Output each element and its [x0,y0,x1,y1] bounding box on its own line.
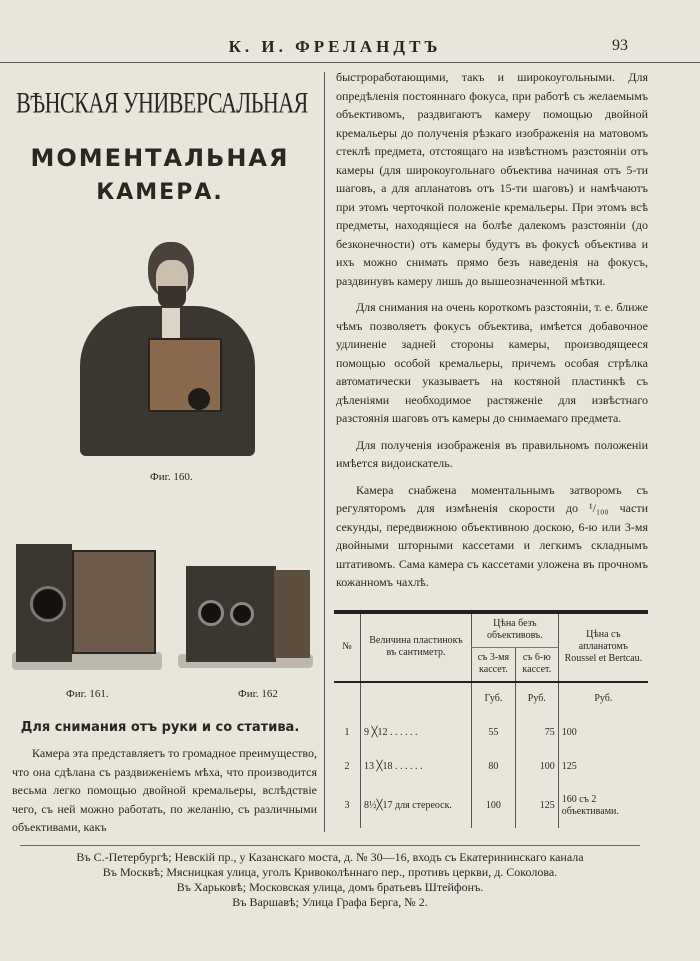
address-footer [20,845,640,910]
table-row [334,784,648,828]
address-line: Въ С.-Петербургѣ; Невскій пр., у Казанскаго моста, д. № 30—16, входъ съ Екатерининскаго канала [76,850,584,864]
header-title: К. И. ФРЕЛАНДТЪ [228,37,442,56]
cell: 100 [472,784,516,828]
paragraph: Для снимания на очень короткомъ разстояніи, т. е. ближе чѣмъ позволяетъ фокусъ объектива, имѣется добавочное удлиненіе задней стороны камеры, производящееся помощью особой кремальеры, причемъ особая стрѣлка автоматически указываетъ на костяной пластинкѣ съ дѣленіями необходимое растяженіе для извѣстнаго разстоянія шаговъ отъ камеры до снимаемаго предмета. [336,300,648,425]
cell: 75 [515,716,558,750]
cell: 160 съ 2 объективами. [558,784,648,828]
cell: 100 [558,716,648,750]
unit: Губ. [472,682,516,716]
address-line: Въ Варшавѣ; Улица Графа Берга, № 2. [232,895,428,909]
col-header-size: Величина пластинокъ въ сантиметр. [361,614,472,682]
price-table [334,610,648,828]
figure-caption-160: Фиг. 160. [150,471,193,483]
paragraph: Для полученія изображенія въ правильномъ положеніи имѣется видоискатель. [336,437,648,470]
cell: 55 [472,716,516,750]
cell: 100 [515,750,558,784]
unit: Руб. [515,682,558,716]
left-body-text [12,744,317,845]
paragraph: Камера снабжена моментальнымъ затворомъ съ регуляторомъ для измѣненія скорости до ¹/₁₀₀ части секунды, передвижною объективною доскою, 6-ю или 3-мя двойными шторными кассетами и легкимъ складнымъ штативомъ. Сама камера съ кассетами уложена въ прочномъ кожанномъ чахлѣ. [336,482,648,589]
ad-title-2: МОМЕНТАЛЬНАЯ [30,144,290,172]
table-row [334,716,648,750]
figure-caption-162: Фиг. 162 [238,688,278,700]
illustration-camera-open [12,540,162,670]
figure-caption-161: Фиг. 161. [66,688,109,700]
cell: 125 [515,784,558,828]
running-header [0,34,700,63]
cell: 13 ╳18 . . . . . . [361,750,472,784]
paragraph: Камера эта представляетъ то громадное преимущество, что она сдѣлана съ раздвиженіемъ мѣха, что производится весьма легко помощью двойной кремальеры, вслѣдствіе чего, съ ней можно работать, по желанію, съ различными объективами, какъ [12,746,317,834]
address-line: Въ Харьковѣ; Московская улица, домъ братьевъ Штейфонъ. [176,880,484,894]
cell: 2 [344,760,350,772]
section-subtitle: Для снимания отъ руки и со статива. [20,720,300,735]
cell: 1 [344,726,350,738]
col-header-aplanat: Цѣна съ апланатомъ Roussel et Bertcau. [558,614,648,682]
unit: Руб. [558,682,648,716]
col-header-3: съ 3-мя кассет. [472,648,516,682]
ad-title: ВѢНСКАЯ УНИВЕРСАЛЬНАЯ [16,85,308,120]
cell: 8½╳17 для стереоск. [361,784,472,828]
ad-title-3: КАМЕРА. [96,180,224,205]
col-header-no: № [334,614,361,682]
col-header-6: съ 6-ю кассет. [515,648,558,682]
cell: 3 [344,799,350,811]
table-row [334,750,648,784]
cell: 125 [558,750,648,784]
paragraph: быстроработающими, такъ и широкоугольными. Для опредѣленія постояннаго фокуса, при работѣ съ желаемымъ объективомъ, раздвигаютъ камеру помощью двойной кремальеры до полученія рѣзкаго изображенія на матовомъ стеклѣ предмета, отстоящаго на извѣстномъ разстояніи отъ камеры (для широкоугольнаго объектива начиная отъ 5-ти шаговъ, а для апланатовъ отъ 15-ти шаговъ) и намѣчаютъ при этомъ черточкой положеніе кремальеры. При этомъ всѣ предметы, находящіеся на болѣе далекомъ разстояніи (до безконечности) отъ камеры будутъ въ фокусѣ объектива и ихъ можно снимать прямо безъ наведенія на фокусъ, раздвинувъ камеру лишь до вышеозначенной мѣтки. [336,70,648,288]
column-divider [324,72,325,832]
address-line: Въ Москвѣ; Мясницкая улица, уголъ Кривоколѣннаго пер., противъ церкви, д. Соколова. [102,865,558,879]
cell: 80 [472,750,516,784]
cell: 9 ╳12 . . . . . . [361,716,472,750]
page-number: 93 [612,37,628,54]
right-column [336,68,648,828]
illustration-man-with-camera [70,238,260,463]
illustration-camera-closed [178,562,313,672]
col-header-price: Цѣна безъ объективовъ. [472,614,559,648]
